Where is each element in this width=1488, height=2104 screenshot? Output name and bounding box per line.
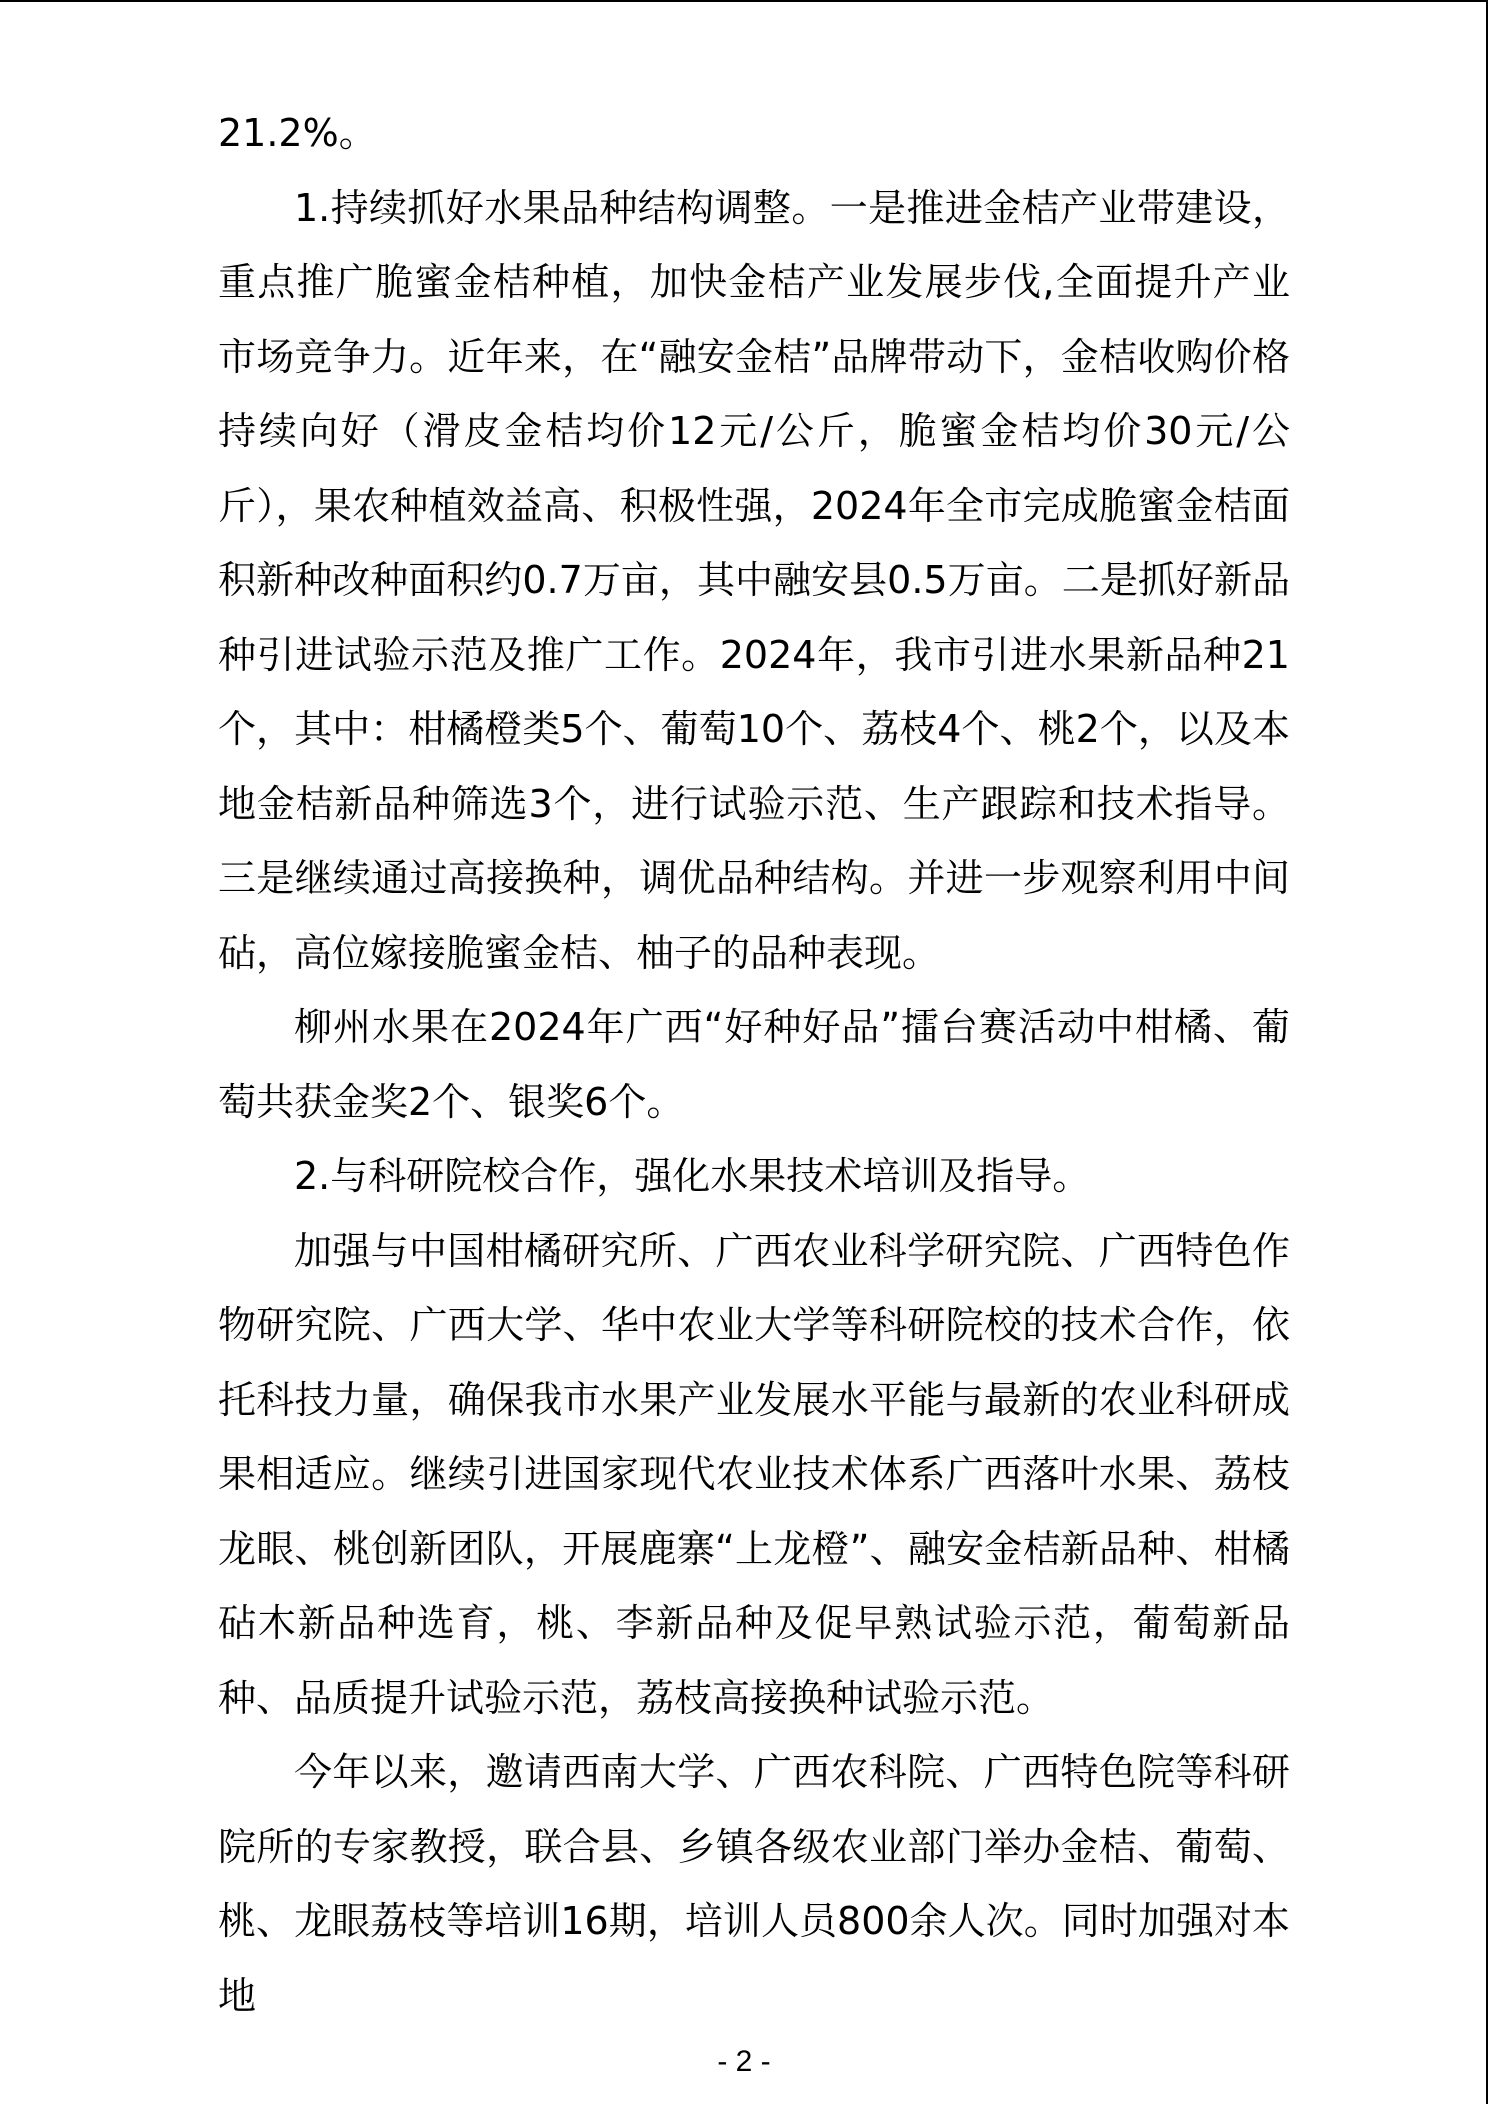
paragraph-awards: 柳州水果在2024年广西“好种好品”擂台赛活动中柑橘、葡萄共获金奖2个、银奖6个。 [218,1005,1290,1124]
paragraph-section-heading-cooperation: 2.与科研院校合作，强化水果技术培训及指导。 [294,1154,1091,1198]
paragraph-training: 今年以来，邀请西南大学、广西农科院、广西特色院等科研院所的专家教授，联合县、乡镇各级农业部门举办金桔、葡萄、桃、龙眼荔枝等培训16期，培训人员800余人次。同时加强对本地 [218,1750,1290,2018]
document-body [218,96,1290,2033]
paragraph-continuation: 21.2%。 [218,111,377,155]
paragraph-variety-adjustment: 1.持续抓好水果品种结构调整。一是推进金桔产业带建设，重点推广脆蜜金桔种植，加快金桔产业发展步伐,全面提升产业市场竞争力。近年来，在“融安金桔”品牌带动下，金桔收购价格持续向好（滑皮金桔均价12元/公斤，脆蜜金桔均价30元/公斤），果农种植效益高、积极性强，2024年全市完成脆蜜金桔面积新种改种面积约0.7万亩，其中融安县0.5万亩。二是抓好新品种引进试验示范及推广工作。2024年，我市引进水果新品种21个，其中：柑橘橙类5个、葡萄10个、荔枝4个、桃2个，以及本地金桔新品种筛选3个，进行试验示范、生产跟踪和技术指导。三是继续通过高接换种，调优品种结构。并进一步观察利用中间砧，高位嫁接脆蜜金桔、柚子的品种表现。 [218,185,1290,975]
paragraph-research-cooperation: 加强与中国柑橘研究所、广西农业科学研究院、广西特色作物研究院、广西大学、华中农业大学等科研院校的技术合作，依托科技力量，确保我市水果产业发展水平能与最新的农业科研成果相适应。继续引进国家现代农业技术体系广西落叶水果、荔枝龙眼、桃创新团队，开展鹿寨“上龙橙”、融安金桔新品种、柑橘砧木新品种选育，桃、李新品种及促早熟试验示范，葡萄新品种、品质提升试验示范，荔枝高接换种试验示范。 [218,1228,1290,1720]
page-number: - 2 - [717,2045,771,2078]
